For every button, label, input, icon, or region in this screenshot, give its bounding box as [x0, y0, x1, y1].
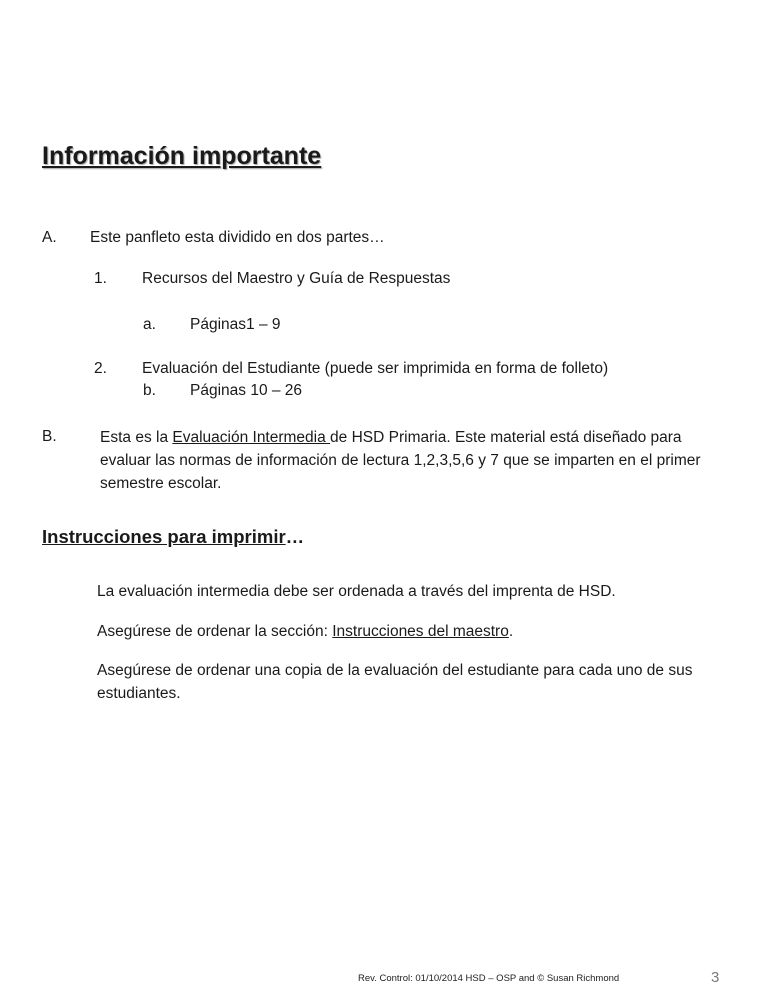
printing-heading	[42, 526, 304, 548]
list-text-1: Recursos del Maestro y Guía de Respuestas	[142, 270, 451, 287]
printing-paragraph-1: La evaluación intermedia debe ser ordenada a través del imprenta de HSD.	[97, 583, 616, 600]
list-text-a: Este panfleto esta dividido en dos partes…	[90, 229, 385, 246]
part-b-pre: Esta es la	[100, 429, 173, 446]
footer-revision: Rev. Control: 01/10/2014 HSD – OSP and © Susan Richmond	[358, 973, 620, 984]
list-text-2b: Páginas 10 – 26	[190, 382, 303, 399]
page-number: 3	[711, 969, 720, 986]
printing-p2-pre: Asegúrese de ordenar la sección:	[97, 623, 333, 640]
part-b-post: de HSD Primaria. Este material está diseñado para evaluar las normas de información de lectura 1,2,3,5,6 y 7 que se imparten en el primer semestre escolar.	[100, 429, 701, 492]
part-b-link: Evaluación Intermedia	[172, 429, 331, 446]
list-marker-1a: a.	[143, 316, 156, 333]
printing-heading-suffix: …	[285, 526, 305, 547]
printing-heading-text: Instrucciones para imprimir	[42, 526, 286, 547]
list-marker-b: B.	[42, 428, 57, 445]
list-text-1a: Páginas1 – 9	[190, 316, 281, 333]
list-marker-2: 2.	[94, 360, 107, 377]
printing-p2-link: Instrucciones del maestro	[332, 623, 509, 640]
list-marker-a: A.	[42, 229, 57, 246]
printing-paragraph-2	[97, 620, 717, 643]
printing-p2-post: .	[508, 623, 514, 640]
list-marker-2b: b.	[143, 382, 156, 399]
list-marker-1: 1.	[94, 270, 107, 287]
part-b-paragraph	[100, 426, 715, 495]
page-title: Información importante	[42, 142, 322, 170]
list-text-2: Evaluación del Estudiante (puede ser imprimida en forma de folleto)	[142, 360, 609, 377]
printing-paragraph-3: Asegúrese de ordenar una copia de la evaluación del estudiante para cada uno de sus estudiantes.	[97, 662, 693, 702]
